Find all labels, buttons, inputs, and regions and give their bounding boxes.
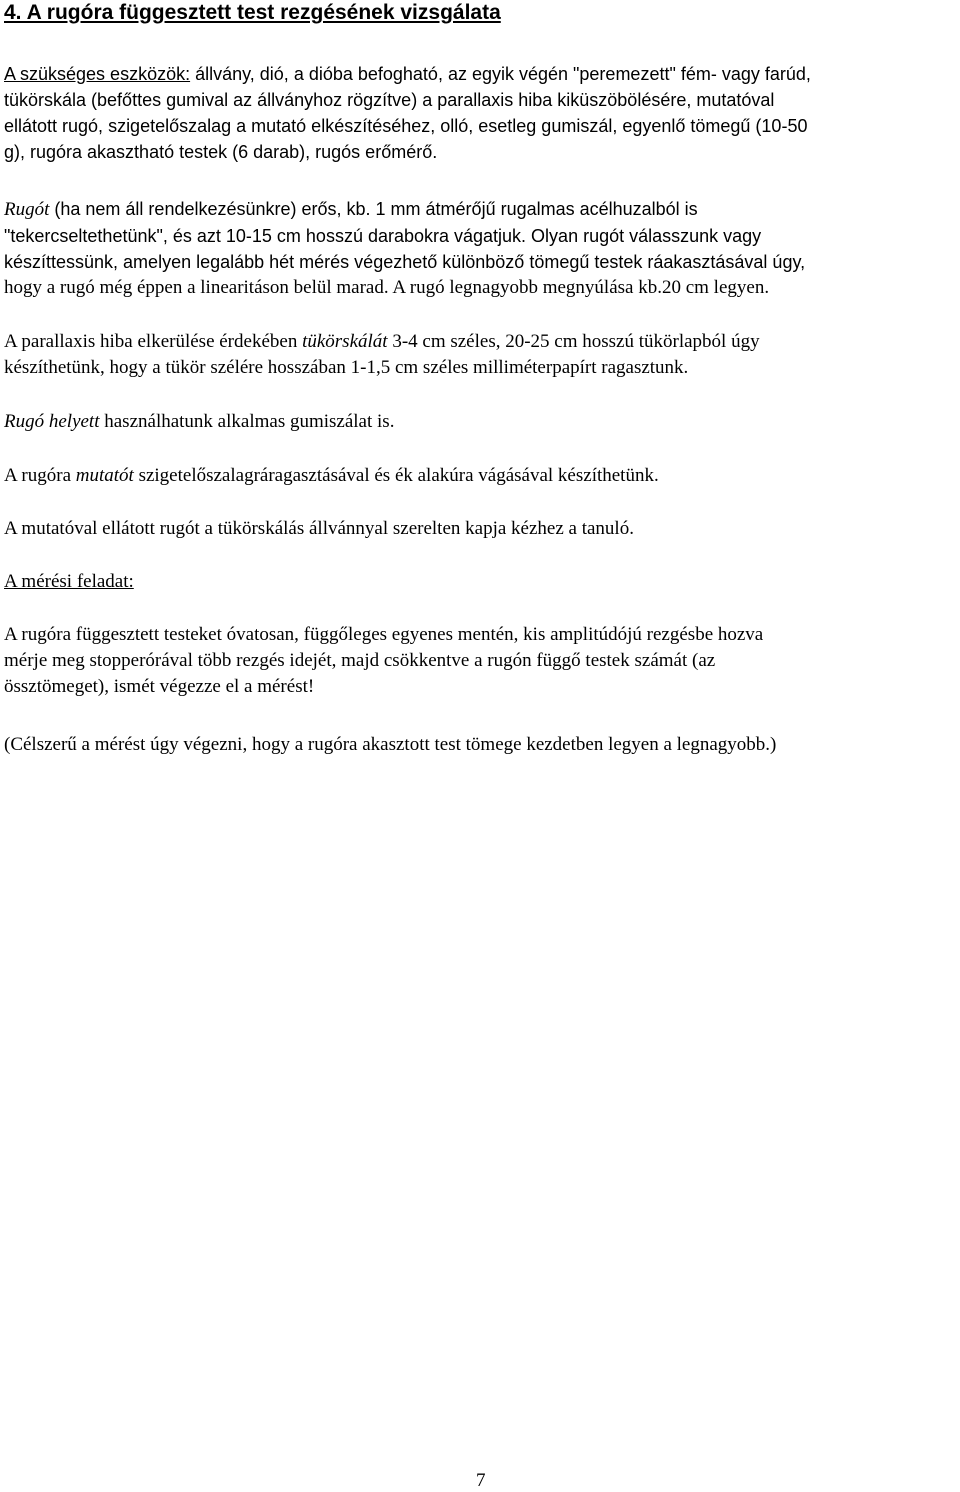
page-number: 7 xyxy=(476,1470,486,1491)
rubber-line xyxy=(4,409,948,435)
spring-line-4: hogy a rugó még éppen a linearitáson belül marad. A rugó legnagyobb megnyúlása kb.20 cm legyen. xyxy=(4,277,770,298)
mirror-line-2: készíthetünk, hogy a tükör szélére hosszában 1-1,5 cm széles milliméterpapírt ragasztunk. xyxy=(4,357,689,378)
task-label-paragraph xyxy=(4,569,948,595)
spring-paragraph xyxy=(4,196,948,301)
student-paragraph xyxy=(4,516,948,542)
mirror-italic: tükörskálát xyxy=(302,331,388,352)
rubber-text: használhatunk alkalmas gumiszálat is. xyxy=(99,411,395,432)
mirror-line-1 xyxy=(4,329,948,355)
equipment-line-1 xyxy=(4,61,948,87)
spring-italic: Rugót xyxy=(4,199,50,220)
equipment-paragraph xyxy=(4,61,948,165)
spring-line-1 xyxy=(4,196,948,223)
task-paragraph xyxy=(4,622,948,700)
pointer-end: szigetelőszalagráragasztásával és ék alakúra vágásával készíthetünk. xyxy=(133,465,659,486)
equipment-line-3: ellátott rugó, szigetelőszalag a mutató elkészítéséhez, olló, esetleg gumiszál, egyenlő tömegű (10-50 xyxy=(4,116,808,136)
mirror-line-1-end: 3-4 cm széles, 20-25 cm hosszú tükörlapból úgy xyxy=(387,331,760,352)
task-line-3: össztömeget), ismét végezze el a mérést! xyxy=(4,676,315,697)
task-note: (Célszerű a mérést úgy végezni, hogy a rugóra akasztott test tömege kezdetben legyen a legnagyobb.) xyxy=(4,734,777,755)
pointer-paragraph xyxy=(4,463,948,489)
rubber-paragraph xyxy=(4,409,948,435)
pointer-line xyxy=(4,463,948,489)
section-heading: 4. A rugóra függesztett test rezgésének vizsgálata xyxy=(4,1,501,24)
rubber-italic: Rugó helyett xyxy=(4,411,100,432)
equipment-label: A szükséges eszközök: xyxy=(4,64,191,84)
spring-line-1-text: (ha nem áll rendelkezésünkre) erős, kb. 1 mm átmérőjű rugalmas acélhuzalból is xyxy=(49,199,698,219)
pointer-start: A rugóra xyxy=(4,465,76,486)
task-line-1: A rugóra függesztett testeket óvatosan, függőleges egyenes mentén, kis amplitúdójú rezgésbe hozva xyxy=(4,624,764,645)
equipment-line-2: tükörskála (befőttes gumival az állványhoz rögzítve) a parallaxis hiba kiküszöbölésére, mutatóval xyxy=(4,90,775,110)
spring-line-3: készíttessünk, amelyen legalább hét mérés végezhető különböző tömegű testek ráakasztásával úgy, xyxy=(4,252,806,272)
equipment-line-4: g), rugóra akasztható testek (6 darab), rugós erőmérő. xyxy=(4,142,438,162)
note-paragraph xyxy=(4,732,948,758)
mirror-paragraph xyxy=(4,329,948,381)
pointer-italic: mutatót xyxy=(75,465,134,486)
task-line-2: mérje meg stopperórával több rezgés idejét, majd csökkentve a rugón függő testek számát (az xyxy=(4,650,716,671)
task-label: A mérési feladat: xyxy=(4,571,134,592)
student-line: A mutatóval ellátott rugót a tükörskálás állvánnyal szerelten kapja kézhez a tanuló. xyxy=(4,518,634,539)
spring-line-2: "tekercseltethetünk", és azt 10-15 cm hosszú darabokra vágatjuk. Olyan rugót válasszunk vagy xyxy=(4,226,762,246)
mirror-line-1-start: A parallaxis hiba elkerülése érdekében xyxy=(4,331,303,352)
equipment-line-1-text: állvány, dió, a dióba befogható, az egyik végén "peremezett" fém- vagy farúd, xyxy=(190,64,811,84)
